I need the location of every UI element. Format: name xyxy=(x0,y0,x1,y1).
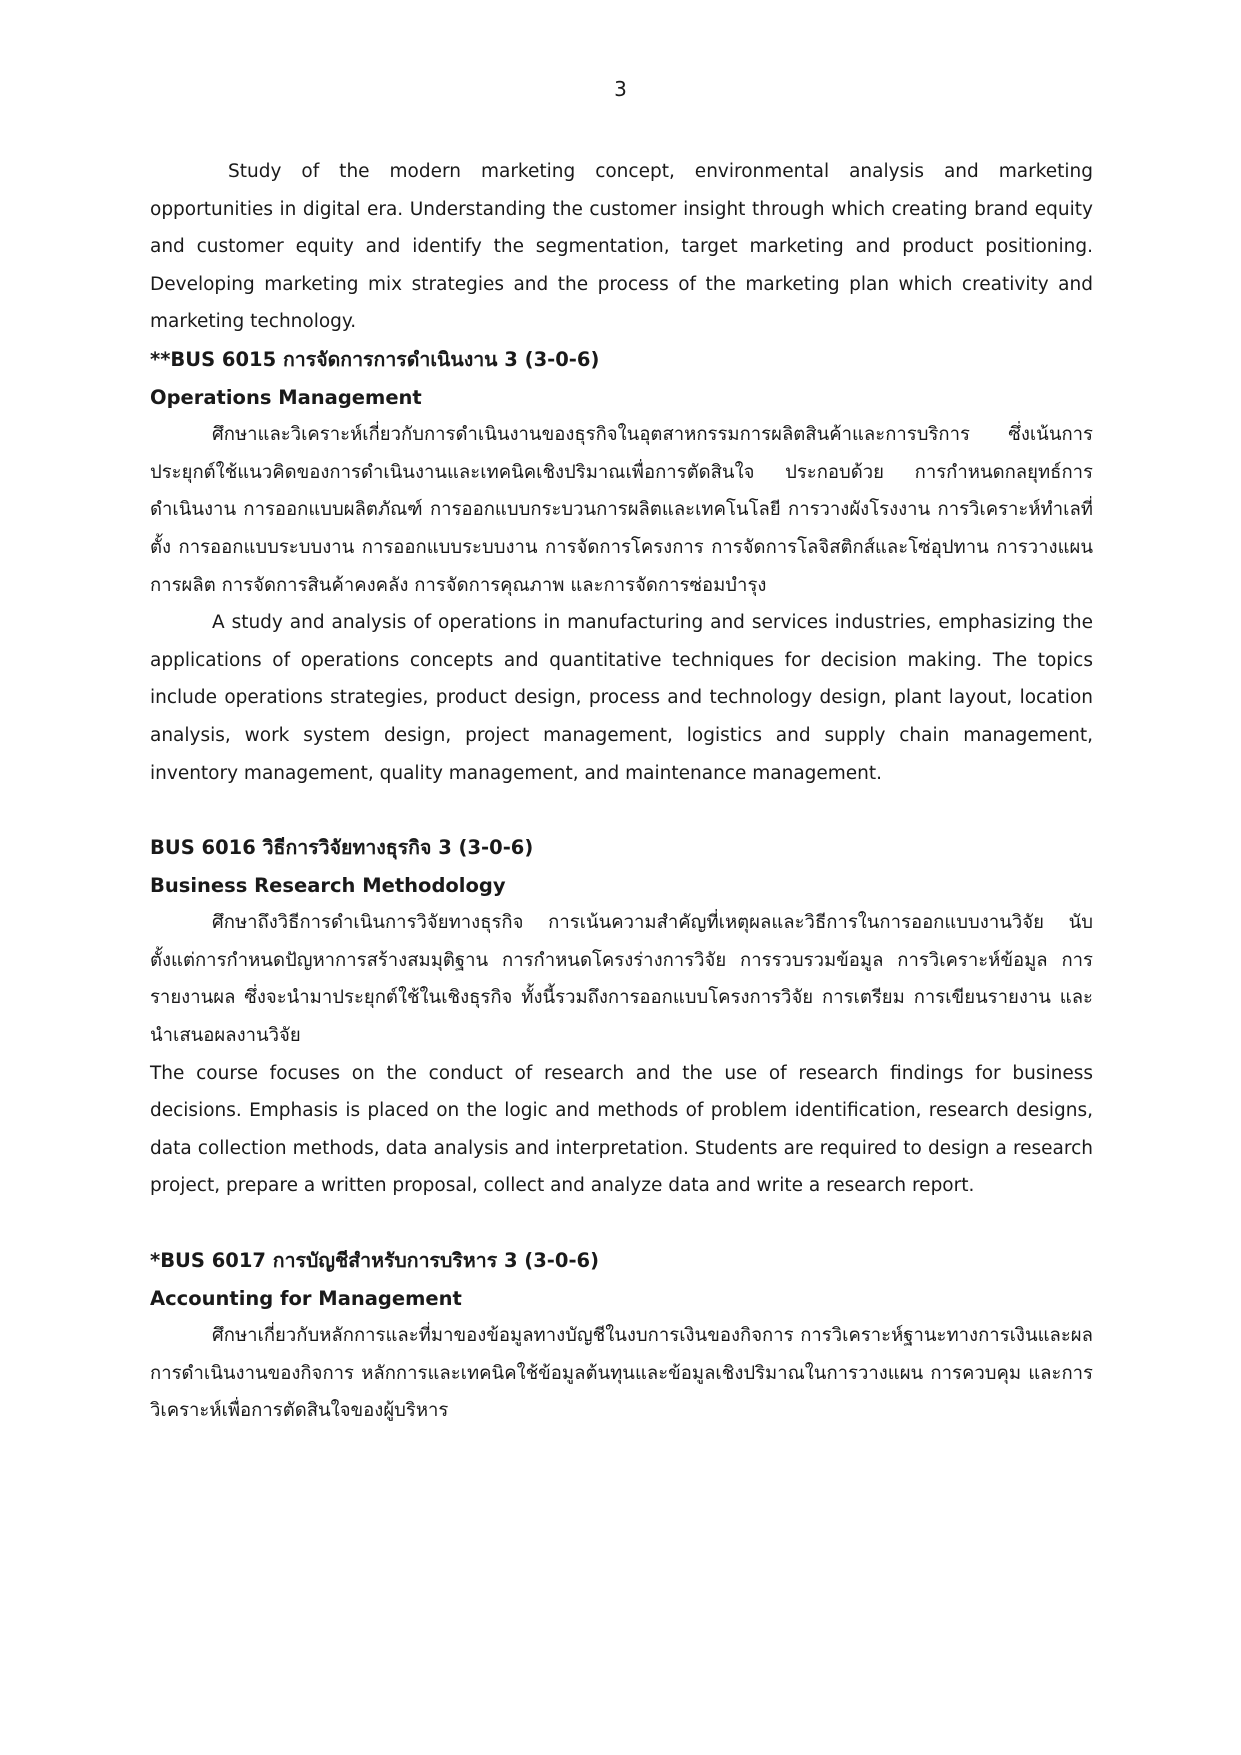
section-gap xyxy=(150,1205,1093,1242)
course-heading: BUS 6016 วิธีการวิจัยทางธุรกิจ 3 (3-0-6) xyxy=(150,836,534,860)
course-bus6016 xyxy=(150,829,1093,1205)
page-number: 3 xyxy=(614,77,627,101)
course-description-en: A study and analysis of operations in manufacturing and services industries, emphasizing the applications of operations concepts and quantitative techniques for decision making. The topics include operations strategies, product design, process and technology design, plant layout, location analysis, work system design, project management, logistics and supply chain management, inventory management, quality management, and maintenance management. xyxy=(150,612,1093,784)
intro-paragraph: Study of the modern marketing concept, environmental analysis and marketing opportunities in digital era. Understanding the customer insight through which creating brand equity and customer equity and identify the segmentation, target marketing and product positioning. Developing marketing mix strategies and the process of the marketing plan which creativity and marketing technology. xyxy=(150,161,1093,333)
course-description-th: ศึกษาเกี่ยวกับหลักการและที่มาของข้อมูลทางบัญชีในงบการเงินของกิจการ การวิเคราะห์ฐานะทางการเงินและผลการดำเนินงานของกิจการ หลักการและเทคนิคใช้ข้อมูลต้นทุนและข้อมูลเชิงปริมาณในการวางแผน การควบคุม และการวิเคราะห์เพื่อการตัดสินใจของผู้บริหาร xyxy=(150,1325,1093,1422)
course-heading: *BUS 6017 การบัญชีสำหรับการบริหาร 3 (3-0-6) xyxy=(150,1249,600,1273)
course-description-th: ศึกษาถึงวิธีการดำเนินการวิจัยทางธุรกิจ การเน้นความสำคัญที่เหตุผลและวิธีการในการออกแบบงานวิจัย นับตั้งแต่การกำหนดปัญหาการสร้างสมมุติฐาน การกำหนดโครงร่างการวิจัย การรวบรวมข้อมูล การวิเคราะห์ข้อมูล การรายงานผล ซึ่งจะนำมาประยุกต์ใช้ในเชิงธุรกิจ ทั้งนี้รวมถึงการออกแบบโครงการวิจัย การเตรียม การเขียนรายงาน และนำเสนอผลงานวิจัย xyxy=(150,912,1093,1047)
course-title-en: Accounting for Management xyxy=(150,1286,462,1310)
course-bus6015 xyxy=(150,341,1093,792)
course-title-en: Business Research Methodology xyxy=(150,873,506,897)
course-bus6017 xyxy=(150,1242,1093,1430)
document-body xyxy=(150,153,1093,1430)
section-gap xyxy=(150,792,1093,829)
course-title-en: Operations Management xyxy=(150,385,422,409)
course-description-en: The course focuses on the conduct of research and the use of research findings for business decisions. Emphasis is placed on the logic and methods of problem identification, research designs, data collection methods, data analysis and interpretation. Students are required to design a research project, prepare a written proposal, collect and analyze data and write a research report. xyxy=(150,1062,1093,1197)
course-description-th: ศึกษาและวิเคราะห์เกี่ยวกับการดำเนินงานของธุรกิจในอุตสาหกรรมการผลิตสินค้าและการบริการ ซึ่งเน้นการประยุกต์ใช้แนวคิดของการดำเนินงานและเทคนิคเชิงปริมาณเพื่อการตัดสินใจ ประกอบด้วย การกำหนดกลยุทธ์การดำเนินงาน การออกแบบผลิตภัณฑ์ การออกแบบกระบวนการผลิตและเทคโนโลยี การวางผังโรงงาน การวิเคราะห์ทำเลที่ตั้ง การออกแบบระบบงาน การออกแบบระบบงาน การจัดการโครงการ การจัดการโลจิสติกส์และโซ่อุปทาน การวางแผนการผลิต การจัดการสินค้าคงคลัง การจัดการคุณภาพ และการจัดการซ่อมบำรุง xyxy=(150,424,1093,596)
course-heading: **BUS 6015 การจัดการการดำเนินงาน 3 (3-0-6) xyxy=(150,347,600,371)
